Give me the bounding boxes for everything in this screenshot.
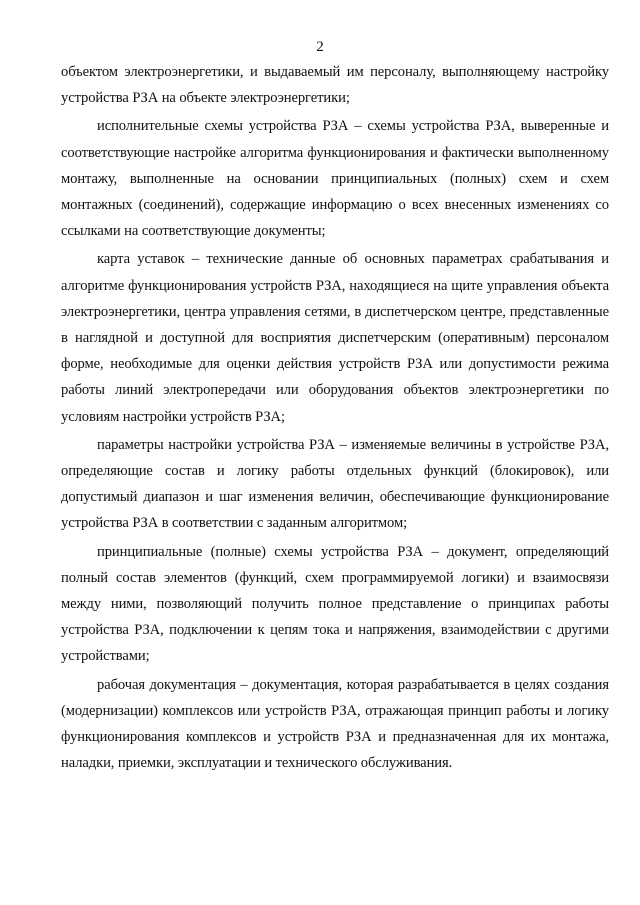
document-body [61, 59, 609, 776]
paragraph-definition-settings-map: карта уставок – технические данные об основных параметрах срабатывания и алгоритме функционирования устройств РЗА, находящиеся на щите управления объекта электроэнергетики, центра управления сетями, в диспетчерском центре, представленные в наглядной и доступной для восприятия диспетчерским (оперативным) персоналом форме, необходимые для оценки действия устройств РЗА или допустимости режима работы линий электропередачи или оборудования объектов электроэнергетики по условиям настройки устройств РЗА; [61, 251, 609, 425]
paragraph-continuation: объектом электроэнергетики, и выдаваемый им персоналу, выполняющему настройку устройства РЗА на объекте электроэнергетики; [61, 64, 609, 107]
paragraph-definition-tuning-parameters: параметры настройки устройства РЗА – изменяемые величины в устройстве РЗА, определяющие состав и логику работы отдельных функций (блокировок), или допустимый диапазон и шаг изменения величин, обеспечивающие функционирование устройства РЗА в соответствии с заданным алгоритмом; [61, 436, 609, 532]
paragraph-definition-working-documentation: рабочая документация – документация, которая разрабатывается в целях создания (модернизации) комплексов или устройств РЗА, отражающая принцип работы и логику функционирования комплексов и устройств РЗА и предназначенная для их монтажа, наладки, приемки, эксплуатации и технического обслуживания. [61, 676, 609, 772]
paragraph-definition-executive-schemes: исполнительные схемы устройства РЗА – схемы устройства РЗА, выверенные и соответствующие настройке алгоритма функционирования и фактически выполненному монтажу, выполненные на основании принципиальных (полных) схем и схем монтажных (соединений), содержащие информацию о всех внесенных изменениях со ссылками на соответствующие документы; [61, 118, 609, 240]
paragraph-definition-principal-schemes: принципиальные (полные) схемы устройства РЗА – документ, определяющий полный состав элементов (функций, схем программируемой логики) и взаимосвязи между ними, позволяющий получить полное представление о принципах работы устройства РЗА, подключении к цепям тока и напряжения, взаимодействии с другими устройствами; [61, 543, 609, 665]
page-number: 2 [316, 39, 324, 55]
